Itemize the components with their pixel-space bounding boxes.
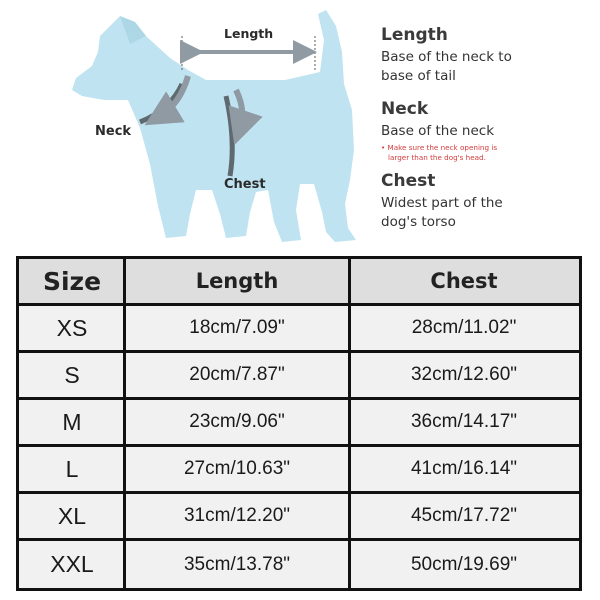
- legend-chest-title: Chest: [381, 171, 436, 191]
- table-divider: [19, 444, 579, 447]
- row-chest: 50cm/19.69": [349, 541, 579, 588]
- table-row: [19, 541, 579, 588]
- row-length: 20cm/7.87": [125, 353, 349, 397]
- diagram-neck-label: Neck: [95, 124, 132, 139]
- table-divider: [19, 538, 579, 541]
- row-chest: 36cm/14.17": [349, 400, 579, 444]
- table-divider: [19, 397, 579, 400]
- legend-chest-desc-1: Widest part of the: [381, 195, 503, 211]
- table-row: [19, 494, 579, 538]
- row-length: 27cm/10.63": [125, 447, 349, 491]
- table-row: [19, 447, 579, 491]
- legend-chest-desc-2: dog's torso: [381, 214, 456, 230]
- legend-length-desc-2: base of tail: [381, 68, 456, 84]
- row-chest: 32cm/12.60": [349, 353, 579, 397]
- header-size: Size: [19, 259, 125, 303]
- table-divider: [19, 491, 579, 494]
- row-size: XL: [19, 494, 125, 538]
- row-size: S: [19, 353, 125, 397]
- table-header-row: [19, 259, 579, 303]
- dog-silhouette-illustration: [0, 0, 600, 250]
- diagram-length-label: Length: [224, 26, 274, 41]
- row-size: M: [19, 400, 125, 444]
- row-length: 35cm/13.78": [125, 541, 349, 588]
- table-row: [19, 400, 579, 444]
- header-length: Length: [125, 259, 349, 303]
- size-chart-table: [16, 256, 582, 591]
- table-row: [19, 306, 579, 350]
- row-size: L: [19, 447, 125, 491]
- legend-length-title: Length: [381, 25, 448, 45]
- row-length: 23cm/9.06": [125, 400, 349, 444]
- row-chest: 45cm/17.72": [349, 494, 579, 538]
- diagram-chest-label: Chest: [224, 177, 266, 192]
- legend-length-desc-1: Base of the neck to: [381, 49, 512, 65]
- row-size: XXL: [19, 541, 125, 588]
- row-length: 18cm/7.09": [125, 306, 349, 350]
- row-length: 31cm/12.20": [125, 494, 349, 538]
- table-divider: [19, 350, 579, 353]
- header-chest: Chest: [349, 259, 579, 303]
- row-chest: 41cm/16.14": [349, 447, 579, 491]
- legend-neck-title: Neck: [381, 99, 429, 119]
- table-divider: [19, 303, 579, 306]
- legend-neck-note-1: • Make sure the neck opening is: [381, 143, 498, 152]
- measurement-diagram: [0, 0, 600, 250]
- row-size: XS: [19, 306, 125, 350]
- row-chest: 28cm/11.02": [349, 306, 579, 350]
- table-row: [19, 353, 579, 397]
- table-divider: [348, 259, 351, 588]
- legend-neck-desc: Base of the neck: [381, 123, 495, 139]
- legend-neck-note-2: larger than the dog's head.: [388, 153, 486, 162]
- table-divider: [123, 259, 126, 588]
